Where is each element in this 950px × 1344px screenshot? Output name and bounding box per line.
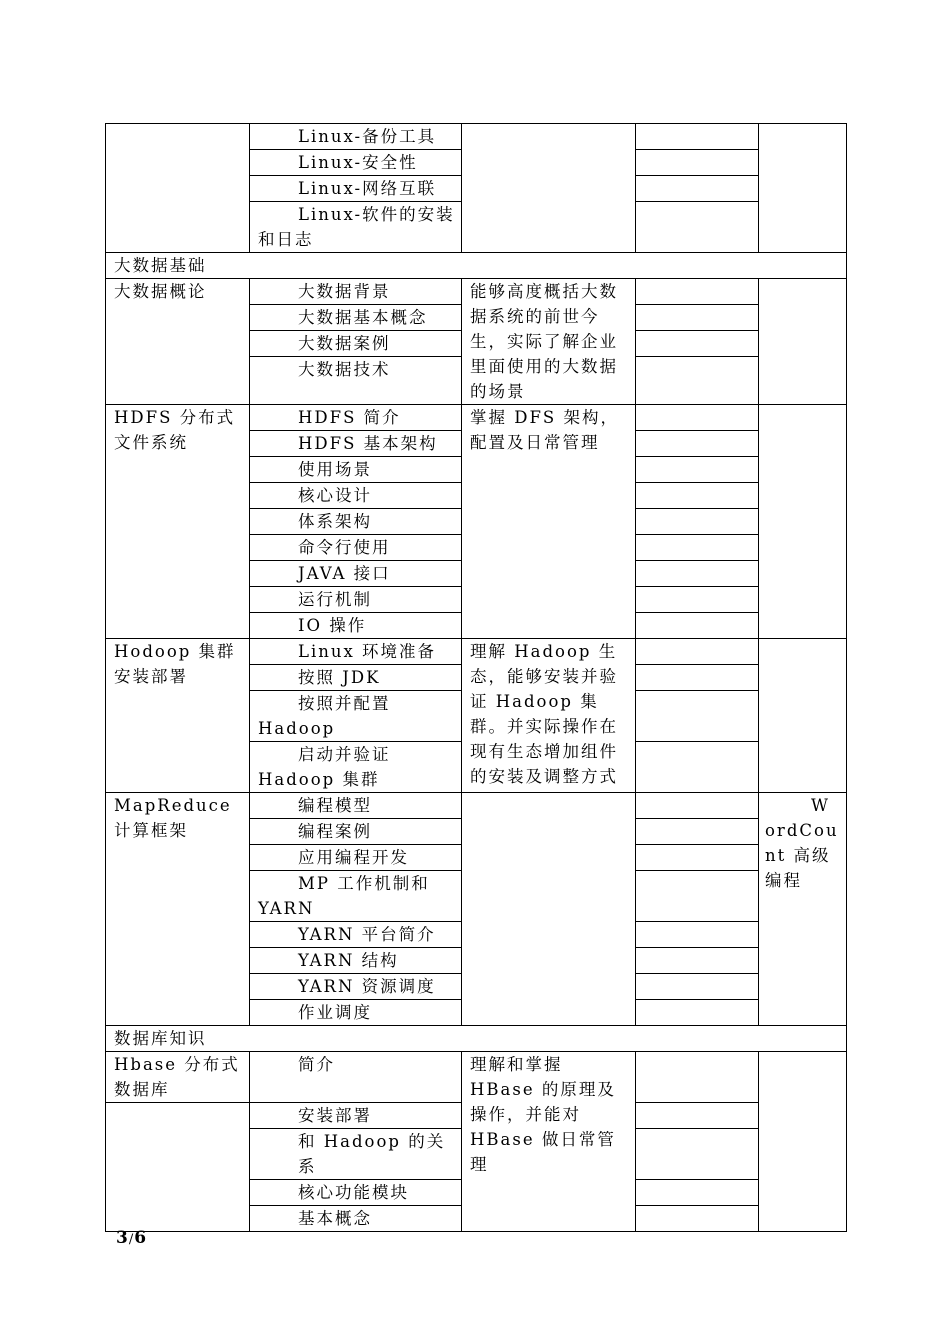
topic-cell — [250, 691, 462, 742]
blank-cell — [636, 357, 759, 405]
course-table — [105, 123, 847, 1232]
topic-text: 按照并配置 Hadoop — [258, 694, 391, 738]
blank-cell — [636, 639, 759, 665]
module-name-empty — [106, 1103, 250, 1232]
blank-cell — [636, 457, 759, 483]
table-row — [106, 124, 847, 150]
blank-cell — [636, 1180, 759, 1206]
blank-cell — [636, 948, 759, 974]
topic-text: 简介 — [298, 1055, 335, 1074]
topic-cell — [250, 1052, 462, 1103]
topic-text: 安装部署 — [298, 1106, 372, 1125]
topic-text: 按照 JDK — [298, 668, 381, 687]
topic-text: 体系架构 — [298, 512, 372, 531]
blank-cell — [636, 1206, 759, 1232]
topic-cell — [250, 457, 462, 483]
blank-cell — [636, 202, 759, 253]
topic-text: Linux-安全性 — [298, 153, 418, 172]
goal-cell: 理解 Hadoop 生态，能够安装并验证 Hadoop 集群。并实际操作在现有生态增加组件的安装及调整方式 — [462, 639, 636, 793]
module-name — [106, 124, 250, 253]
topic-cell — [250, 922, 462, 948]
page-number: 3/6 — [116, 1228, 148, 1248]
extra-cell: WordCount 高级编程 — [759, 793, 847, 1026]
blank-cell — [636, 819, 759, 845]
blank-cell — [636, 1000, 759, 1026]
topic-cell — [250, 202, 462, 253]
module-name: Hbase 分布式数据库 — [106, 1052, 250, 1103]
extra-cell — [759, 639, 847, 793]
topic-text: 启动并验证 Hadoop 集群 — [258, 745, 391, 789]
topic-text: MP 工作机制和 YARN — [258, 874, 430, 918]
blank-cell — [636, 691, 759, 742]
blank-cell — [636, 509, 759, 535]
goal-cell: 能够高度概括大数据系统的前世今生，实际了解企业里面使用的大数据的场景 — [462, 279, 636, 405]
extra-cell — [759, 1052, 847, 1232]
topic-text: 使用场景 — [298, 460, 372, 479]
topic-text: 大数据背景 — [298, 282, 391, 301]
topic-text: YARN 资源调度 — [298, 977, 436, 996]
topic-cell — [250, 561, 462, 587]
topic-cell — [250, 150, 462, 176]
section-row — [106, 1026, 847, 1052]
topic-text: 核心功能模块 — [298, 1183, 409, 1202]
topic-text: 和 Hadoop 的关系 — [298, 1132, 446, 1176]
table-row — [106, 405, 847, 431]
topic-cell — [250, 279, 462, 305]
topic-cell — [250, 819, 462, 845]
topic-cell — [250, 1206, 462, 1232]
topic-text: 应用编程开发 — [298, 848, 409, 867]
blank-cell — [636, 331, 759, 357]
extra-cell — [759, 124, 847, 253]
topic-text: 大数据基本概念 — [298, 308, 428, 327]
goal-cell: 掌握 DFS 架构，配置及日常管理 — [462, 405, 636, 639]
blank-cell — [636, 1052, 759, 1103]
blank-cell — [636, 305, 759, 331]
topic-text: 命令行使用 — [298, 538, 391, 557]
blank-cell — [636, 742, 759, 793]
topic-text: Linux-备份工具 — [298, 127, 437, 146]
topic-cell — [250, 305, 462, 331]
topic-text: 作业调度 — [298, 1003, 372, 1022]
blank-cell — [636, 1129, 759, 1180]
topic-text: 大数据技术 — [298, 360, 391, 379]
topic-cell — [250, 613, 462, 639]
module-name: HDFS 分布式文件系统 — [106, 405, 250, 639]
topic-text: Linux 环境准备 — [298, 642, 437, 661]
topic-text: HDFS 简介 — [298, 408, 401, 427]
topic-cell — [250, 974, 462, 1000]
topic-text: Linux-软件的安装和日志 — [258, 205, 455, 249]
topic-text: JAVA 接口 — [298, 564, 391, 583]
blank-cell — [636, 124, 759, 150]
topic-cell — [250, 1129, 462, 1180]
topic-text: YARN 平台简介 — [298, 925, 436, 944]
topic-cell — [250, 1180, 462, 1206]
topic-cell — [250, 535, 462, 561]
blank-cell — [636, 405, 759, 431]
blank-cell — [636, 922, 759, 948]
blank-cell — [636, 150, 759, 176]
topic-cell — [250, 357, 462, 405]
table-row — [106, 279, 847, 305]
topic-cell — [250, 509, 462, 535]
topic-text: 编程模型 — [298, 796, 372, 815]
extra-cell — [759, 279, 847, 405]
module-name: Hodoop 集群安装部署 — [106, 639, 250, 793]
blank-cell — [636, 613, 759, 639]
topic-text: Linux-网络互联 — [298, 179, 437, 198]
blank-cell — [636, 871, 759, 922]
topic-text: 大数据案例 — [298, 334, 391, 353]
topic-text: 核心设计 — [298, 486, 372, 505]
section-label: 数据库知识 — [106, 1026, 847, 1052]
topic-cell — [250, 587, 462, 613]
topic-text: YARN 结构 — [298, 951, 399, 970]
goal-cell — [462, 793, 636, 1026]
section-row — [106, 253, 847, 279]
extra-cell — [759, 405, 847, 639]
module-name: MapReduce 计算框架 — [106, 793, 250, 1026]
topic-cell — [250, 124, 462, 150]
topic-cell — [250, 1103, 462, 1129]
topic-text: 运行机制 — [298, 590, 372, 609]
topic-text: 基本概念 — [298, 1209, 372, 1228]
topic-cell — [250, 176, 462, 202]
section-label: 大数据基础 — [106, 253, 847, 279]
topic-cell — [250, 483, 462, 509]
blank-cell — [636, 587, 759, 613]
topic-text: IO 操作 — [298, 616, 367, 635]
table-row — [106, 1052, 847, 1103]
blank-cell — [636, 279, 759, 305]
blank-cell — [636, 561, 759, 587]
table-row — [106, 639, 847, 665]
topic-cell — [250, 639, 462, 665]
blank-cell — [636, 431, 759, 457]
topic-cell — [250, 948, 462, 974]
topic-cell — [250, 845, 462, 871]
blank-cell — [636, 845, 759, 871]
topic-cell — [250, 405, 462, 431]
topic-text: 编程案例 — [298, 822, 372, 841]
topic-cell — [250, 793, 462, 819]
blank-cell — [636, 483, 759, 509]
goal-cell — [462, 124, 636, 253]
blank-cell — [636, 1103, 759, 1129]
topic-cell — [250, 431, 462, 457]
goal-cell: 理解和掌握 HBase 的原理及操作，并能对 HBase 做日常管理 — [462, 1052, 636, 1232]
blank-cell — [636, 974, 759, 1000]
topic-text: HDFS 基本架构 — [298, 434, 438, 453]
topic-cell — [250, 665, 462, 691]
table-row — [106, 793, 847, 819]
topic-cell — [250, 871, 462, 922]
blank-cell — [636, 176, 759, 202]
topic-cell — [250, 742, 462, 793]
blank-cell — [636, 793, 759, 819]
topic-cell — [250, 1000, 462, 1026]
module-name: 大数据概论 — [106, 279, 250, 405]
topic-cell — [250, 331, 462, 357]
blank-cell — [636, 535, 759, 561]
blank-cell — [636, 665, 759, 691]
